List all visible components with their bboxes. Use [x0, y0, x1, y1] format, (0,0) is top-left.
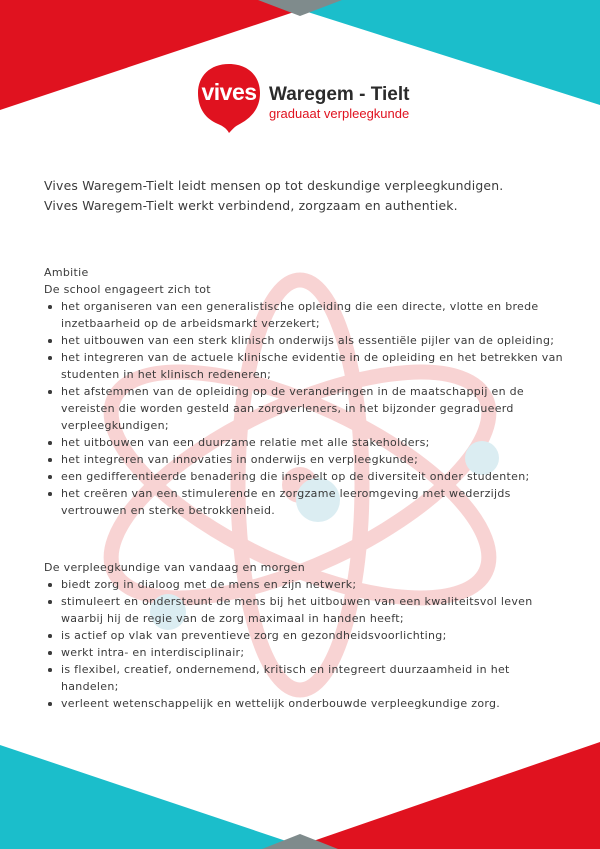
verpleegkundige-section	[44, 559, 564, 712]
ambitie-list-item: het integreren van de actuele klinische evidentie in de opleiding en het betrekken van studenten in het klinisch redeneren;	[44, 349, 564, 383]
ambitie-list-item: het integreren van innovaties in onderwijs en verpleegkunde;	[44, 451, 564, 468]
logo-campus-name: Waregem - Tielt	[269, 84, 410, 105]
ambitie-list-item: het afstemmen van de opleiding op de veranderingen in de maatschappij en de vereisten die worden gesteld aan zorgverleners, in het bijzonder gegradueerd verpleegkundigen;	[44, 383, 564, 434]
ambitie-list-item: het uitbouwen van een sterk klinisch onderwijs als essentiële pijler van de opleiding;	[44, 332, 564, 349]
vives-logo	[196, 62, 416, 142]
intro-paragraph	[44, 176, 564, 216]
ambitie-list-item: het organiseren van een generalistische opleiding die een directe, vlotte en brede inzetbaarheid op de arbeidsmarkt verzekert;	[44, 298, 564, 332]
ambitie-section	[44, 264, 564, 519]
intro-line-2: Vives Waregem-Tielt werkt verbindend, zorgzaam en authentiek.	[44, 198, 458, 213]
ambitie-lead: De school engageert zich tot	[44, 283, 211, 296]
ambitie-list-item: het creëren van een stimulerende en zorgzame leeromgeving met wederzijds vertrouwen en sterke betrokkenheid.	[44, 485, 564, 519]
logo-wordmark: vives	[201, 79, 257, 105]
document-content	[44, 176, 564, 712]
verpleegkundige-list-item: stimuleert en ondersteunt de mens bij het uitbouwen van een kwaliteitsvol leven waarbij hij de regie van de zorg maximaal in handen heeft;	[44, 593, 564, 627]
verpleegkundige-list-item: werkt intra- en interdisciplinair;	[44, 644, 564, 661]
logo-subtitle: graduaat verpleegkunde	[269, 106, 410, 121]
intro-line-1: Vives Waregem-Tielt leidt mensen op tot deskundige verpleegkundigen.	[44, 178, 504, 193]
verpleegkundige-list-item: verleent wetenschappelijk en wettelijk onderbouwde verpleegkundige zorg.	[44, 695, 564, 712]
ambitie-list	[44, 298, 564, 519]
verpleegkundige-list-item: is actief op vlak van preventieve zorg en gezondheidsvoorlichting;	[44, 627, 564, 644]
ambitie-list-item: een gedifferentieerde benadering die inspeelt op de diversiteit onder studenten;	[44, 468, 564, 485]
ambitie-list-item: het uitbouwen van een duurzame relatie met alle stakeholders;	[44, 434, 564, 451]
verpleegkundige-list-item: biedt zorg in dialoog met de mens en zijn netwerk;	[44, 576, 564, 593]
verpleegkundige-list-item: is flexibel, creatief, ondernemend, kritisch en integreert duurzaamheid in het handelen;	[44, 661, 564, 695]
verpleegkundige-list	[44, 576, 564, 712]
verpleegkundige-heading: De verpleegkundige van vandaag en morgen	[44, 561, 305, 574]
ambitie-heading: Ambitie	[44, 266, 89, 279]
